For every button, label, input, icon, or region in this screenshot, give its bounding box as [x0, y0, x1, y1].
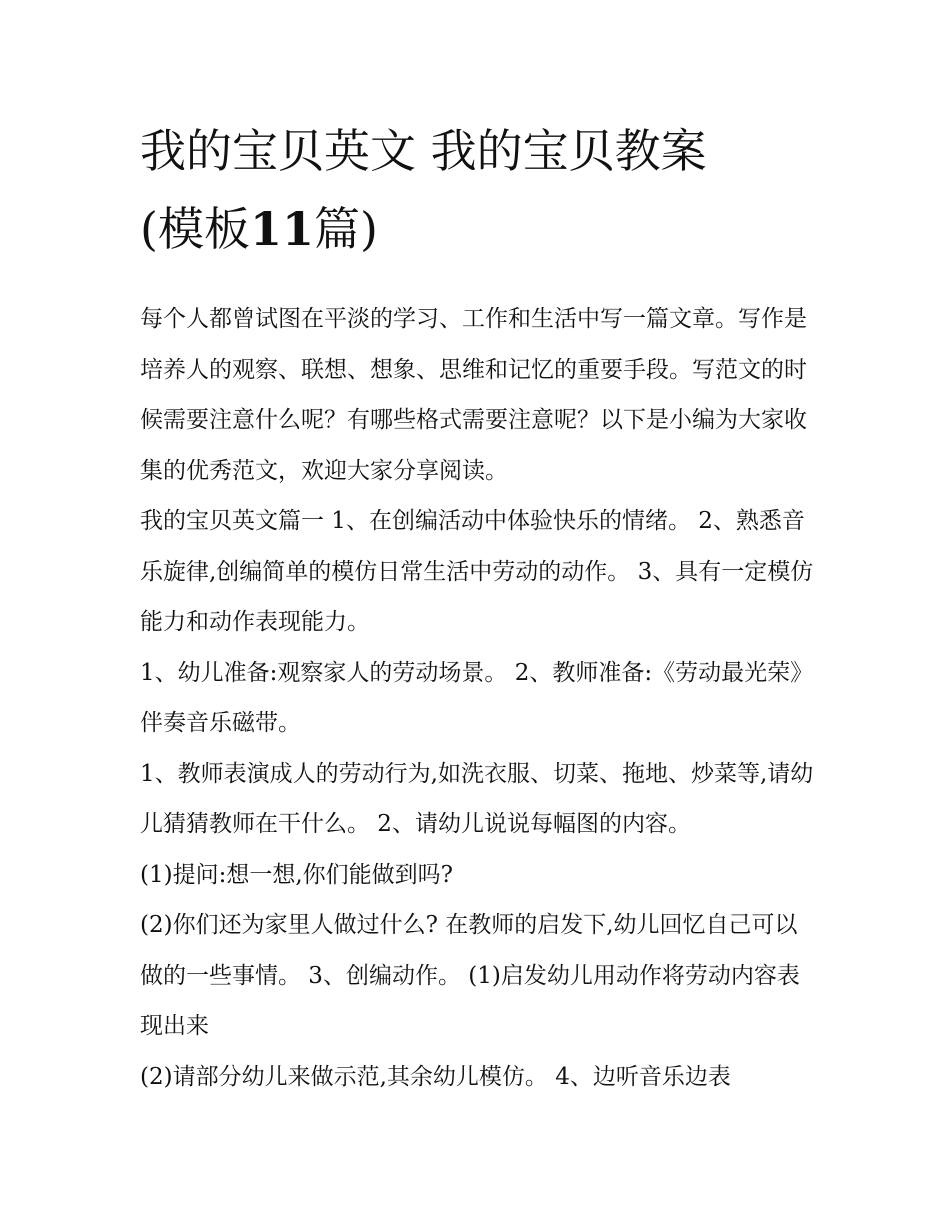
document-body: [140, 112, 816, 1102]
paragraph-demonstration: (2)请部分幼儿来做示范,其余幼儿模仿。 4、边听音乐边表: [140, 1063, 731, 1090]
title-line-2-prefix: (模板: [140, 202, 250, 256]
paragraph-goals: 我的宝贝英文篇一 1、在创编活动中体验快乐的情绪。 2、熟悉音乐旋律,创编简单的模仿日常生活中劳动的动作。 3、具有一定模仿能力和动作表现能力。: [140, 508, 814, 635]
paragraph-question-2: (2)你们还为家里人做过什么? 在教师的启发下,幼儿回忆自己可以做的一些事情。 3、创编动作。 (1)启发幼儿用动作将劳动内容表现出来: [140, 912, 800, 1039]
title-line-2-number: 11: [249, 202, 314, 256]
title-line-1: 我的宝贝英文 我的宝贝教案: [140, 124, 707, 178]
title-line-2-suffix: 篇): [313, 202, 378, 256]
paragraph-activity-1: 1、教师表演成人的劳动行为,如洗衣服、切菜、拖地、炒菜等,请幼儿猜猜教师在干什么。 2、请幼儿说说每幅图的内容。: [140, 760, 814, 837]
paragraph-preparation: 1、幼儿准备:观察家人的劳动场景。 2、教师准备:《劳动最光荣》伴奏音乐磁带。: [140, 659, 814, 736]
paragraph-intro: 每个人都曾试图在平淡的学习、工作和生活中写一篇文章。写作是培养人的观察、联想、想象、思维和记忆的重要手段。写范文的时候需要注意什么呢？有哪些格式需要注意呢？以下是小编为大家收集的优秀范文，欢迎大家分享阅读。: [140, 306, 807, 484]
paragraph-question-1: (1)提问:想一想,你们能做到吗?: [140, 861, 453, 888]
document-title: [140, 112, 816, 268]
